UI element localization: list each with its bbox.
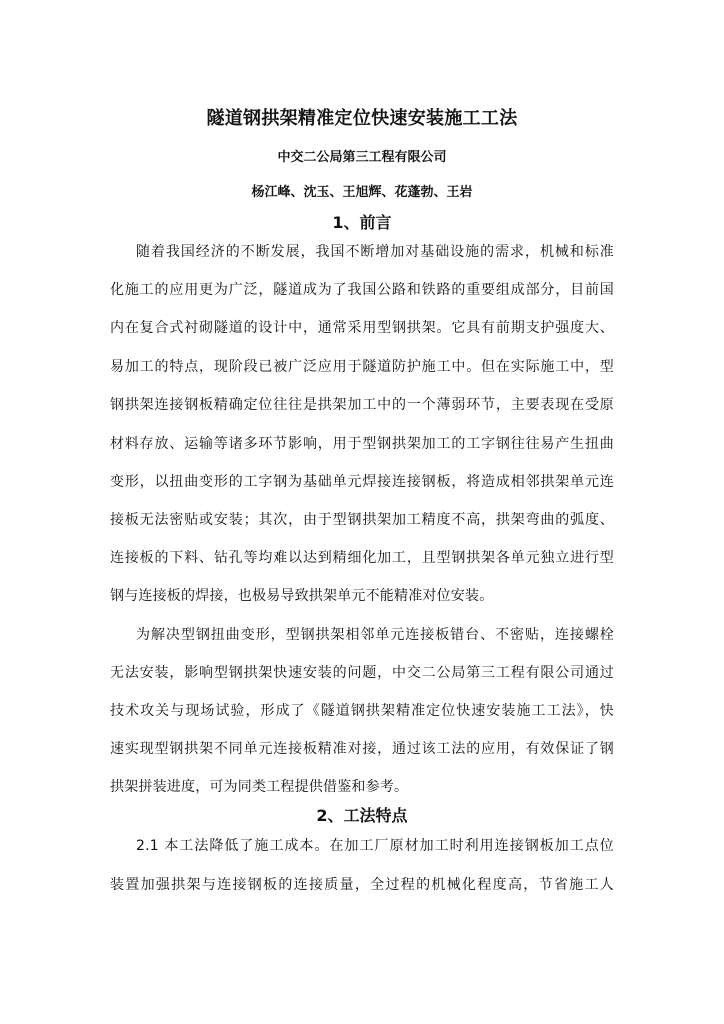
paragraph-line: 钢拱架连接钢板精确定位往往是拱架加工中的一个薄弱环节，主要表现在受原 bbox=[110, 397, 614, 413]
paragraph-line: 材料存放、运输等诸多环节影响，用于型钢拱架加工的工字钢往往易产生扭曲 bbox=[110, 436, 614, 452]
paragraph-line: 随着我国经济的不断发展，我国不断增加对基础设施的需求，机械和标准 bbox=[136, 244, 614, 260]
document-title: 隧道钢拱架精准定位快速安装施工工法 bbox=[206, 108, 518, 129]
paragraph-line: 速实现型钢拱架不同单元连接板精准对接，通过该工法的应用，有效保证了钢 bbox=[110, 741, 614, 757]
paragraph-line: 为解决型钢扭曲变形，型钢拱架相邻单元连接板错台、不密贴，连接螺栓 bbox=[136, 627, 614, 643]
organization: 中交二公局第三工程有限公司 bbox=[277, 150, 447, 165]
paragraph-line: 拱架拼装进度，可为同类工程提供借鉴和参考。 bbox=[110, 779, 409, 795]
paragraph-line: 无法安装，影响型钢拱架快速安装的问题，中交二公局第三工程有限公司通过 bbox=[110, 665, 614, 681]
paragraph-line: 装置加强拱架与连接钢板的连接质量，全过程的机械化程度高，节省施工人 bbox=[110, 877, 614, 893]
paragraph-line: 技术攻关与现场试验，形成了《隧道钢拱架精准定位快速安装施工工法》，快 bbox=[110, 703, 614, 719]
paragraph-line: 内在复合式衬砌隧道的设计中，通常采用型钢拱架。它具有前期支护强度大、 bbox=[110, 320, 614, 336]
section-heading-2: 2、工法特点 bbox=[316, 806, 408, 825]
paragraph-line: 连接板的下料、钻孔等均难以达到精细化加工，且型钢拱架各单元独立进行型 bbox=[110, 550, 614, 566]
paragraph-line: 易加工的特点，现阶段已被广泛应用于隧道防护施工中。但在实际施工中，型 bbox=[110, 359, 614, 375]
paragraph-line: 化施工的应用更为广泛，隧道成为了我国公路和铁路的重要组成部分，目前国 bbox=[110, 282, 614, 298]
paragraph-line: 接板无法密贴或安装；其次，由于型钢拱架加工精度不高，拱架弯曲的弧度、 bbox=[110, 512, 614, 528]
paragraph-line: 钢与连接板的焊接，也极易导致拱架单元不能精准对位安装。 bbox=[110, 588, 494, 604]
section-heading-1: 1、前言 bbox=[332, 213, 392, 232]
paragraph-line: 2.1 本工法降低了施工成本。在加工厂原材加工时利用连接钢板加工点位 bbox=[136, 838, 614, 854]
paragraph-line: 变形，以扭曲变形的工字钢为基础单元焊接连接钢板，将造成相邻拱架单元连 bbox=[110, 474, 614, 490]
authors: 杨江峰、沈玉、王旭辉、花蓬勃、王岩 bbox=[251, 185, 473, 200]
